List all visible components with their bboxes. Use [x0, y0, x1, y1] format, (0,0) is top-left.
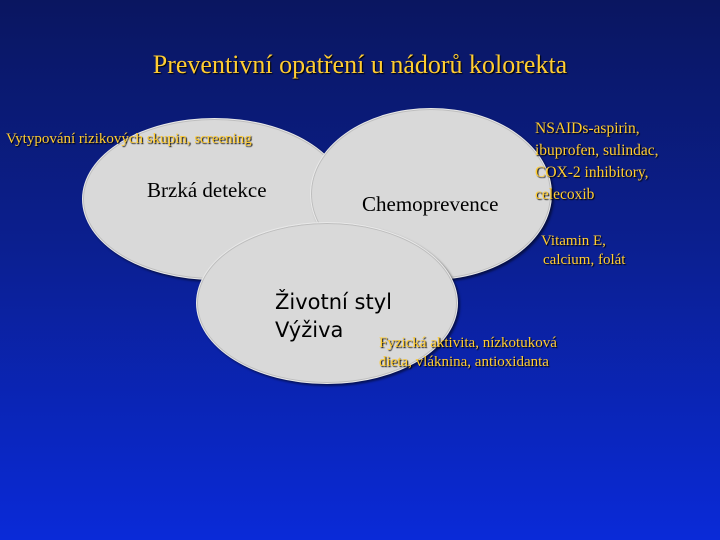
annotation-vitamins-line: Vitamin E,: [541, 233, 606, 249]
label-early-detection: Brzká detekce: [147, 178, 267, 202]
annotation-nsaids-line: celecoxib: [535, 186, 595, 203]
label-chemoprevention: Chemoprevence: [362, 192, 499, 216]
annotation-physical-activity: [379, 334, 557, 372]
label-nutrition: Výživa: [275, 318, 344, 342]
annotation-nsaids-line: COX-2 inhibitory,: [535, 164, 649, 181]
label-lifestyle: Životní styl: [275, 290, 392, 314]
annotation-vitamins-line: calcium, folát: [543, 252, 626, 268]
annotation-nsaids-line: ibuprofen, sulindac,: [535, 142, 659, 159]
annotation-physical-activity-line: dieta, vláknina, antioxidanta: [379, 354, 549, 370]
slide-title: Preventivní opatření u nádorů kolorekta: [152, 50, 568, 79]
annotation-vitamins: [541, 232, 625, 270]
label-lifestyle-group: [275, 288, 392, 344]
annotation-nsaids: [535, 118, 659, 206]
annotation-physical-activity-line: Fyzická aktivita, nízkotuková: [379, 335, 557, 351]
annotation-nsaids-line: NSAIDs-aspirin,: [535, 120, 640, 137]
annotation-screening: Vytypování rizikových skupin, screening: [6, 131, 252, 147]
